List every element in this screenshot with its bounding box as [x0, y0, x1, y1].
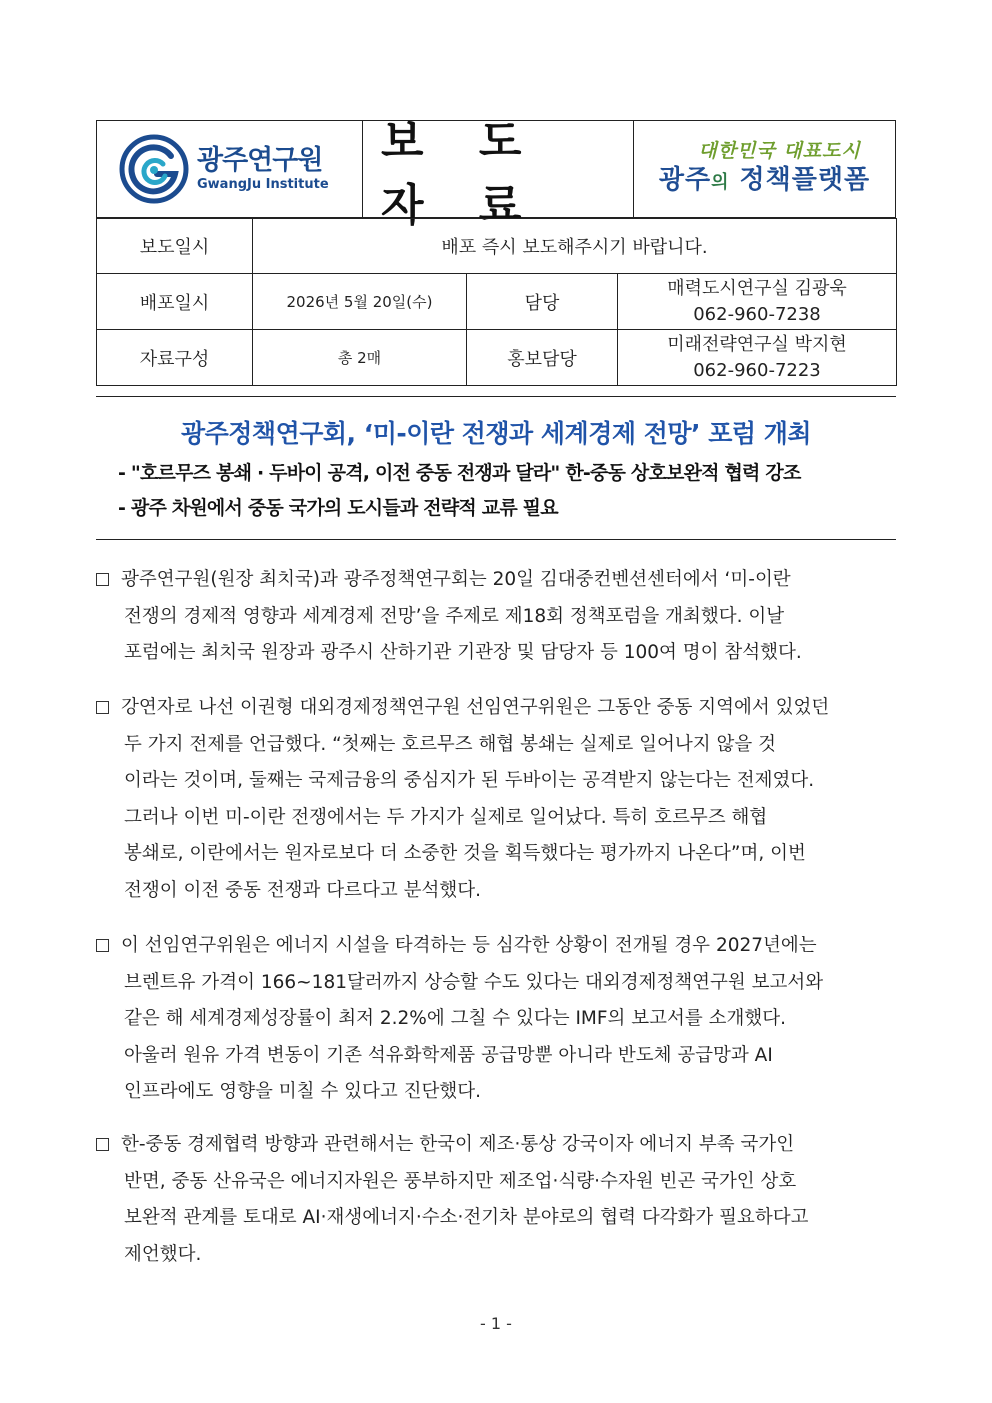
paragraph-line: 제언했다. [124, 1243, 202, 1265]
contact-label: 담당 [467, 274, 618, 330]
contact-name: 매력도시연구실 김광욱 [667, 277, 847, 299]
checkbox-square-icon [96, 701, 109, 714]
table-row [97, 330, 897, 386]
subhead-2: - 광주 차원에서 중동 국가의 도시들과 전략적 교류 필요 [118, 497, 558, 519]
logo-english-name: GwangJu Institute [197, 177, 329, 192]
distribution-date-value: 2026년 5월 20일(수) [253, 274, 467, 330]
subhead-1: - "호르무즈 봉쇄 · 두바이 공격, 이전 중동 전쟁과 달라" 한-중동 상호보완적 협력 강조 [118, 462, 801, 484]
paragraph-line: 아울러 원유 가격 변동이 기존 석유화학제품 공급망뿐 아니라 반도체 공급망과 AI [124, 1044, 773, 1066]
paragraph-line: 인프라에도 영향을 미칠 수 있다고 진단했다. [124, 1081, 481, 1102]
release-info-table [96, 218, 897, 386]
slogan-cell [634, 121, 895, 217]
paragraph-line: 전쟁의 경제적 영향과 세계경제 전망’을 주제로 제18회 정책포럼을 개최했다. 이날 [124, 605, 785, 627]
slogan-main-b: 의 [711, 171, 730, 193]
page-number: - 1 - [480, 1314, 512, 1333]
contact-value [618, 274, 897, 330]
checkbox-square-icon [96, 939, 109, 952]
gwangju-institute-logo-icon [119, 134, 189, 204]
press-release-title-cell [363, 116, 634, 231]
paragraph-line: 이라는 것이며, 둘째는 국제금융의 중심지가 된 두바이는 공격받지 않는다는 전제였다. [124, 770, 815, 791]
pr-contact-value [618, 330, 897, 386]
paragraph-line: 한-중동 경제협력 방향과 관련해서는 한국이 제조·통상 강국이자 에너지 부족 국가인 [121, 1134, 795, 1155]
paragraph-line: 보완적 관계를 토대로 AI·재생에너지·수소·전기차 분야로의 협력 다각화가 필요하다고 [124, 1207, 809, 1228]
paragraph-line: 두 가지 전제를 언급했다. “첫째는 호르무즈 해협 봉쇄는 실제로 일어나지 않을 것 [124, 733, 777, 755]
paragraph-line: 반면, 중동 산유국은 에너지자원은 풍부하지만 제조업·식량·수자원 빈곤 국가인 상호 [124, 1170, 797, 1192]
pr-contact-name: 미래전략연구실 박지현 [667, 333, 847, 355]
checkbox-square-icon [96, 573, 109, 586]
table-row [97, 219, 897, 274]
paragraph-line: 이 선임연구위원은 에너지 시설을 타격하는 등 심각한 상황이 전개될 경우 2027년에는 [121, 935, 817, 956]
material-value: 총 2매 [253, 330, 467, 386]
paragraph-line: 광주연구원(원장 최치국)과 광주정책연구회는 20일 김대중컨벤션센터에서 ‘미-이란 [121, 569, 791, 590]
release-time-value: 배포 즉시 보도해주시기 바랍니다. [253, 219, 897, 274]
paragraph-3 [96, 928, 898, 1111]
paragraph-4 [96, 1127, 898, 1273]
divider-bottom [96, 539, 896, 540]
paragraph-line: 그러나 이번 미-이란 전쟁에서는 두 가지가 실제로 일어났다. 특히 호르무즈 해협 [124, 806, 768, 828]
paragraph-line: 봉쇄로, 이란에서는 원자로보다 더 소중한 것을 획득했다는 평가까지 나온다”며, 이번 [124, 843, 806, 864]
press-release-title: 보 도 자 료 [381, 116, 542, 231]
table-row [97, 274, 897, 330]
pr-contact-phone: 062-960-7223 [693, 359, 821, 381]
headline: 광주정책연구회, ‘미-이란 전쟁과 세계경제 전망’ 포럼 개최 [180, 419, 812, 448]
institute-logo [97, 121, 363, 217]
paragraph-line: 전쟁이 이전 중동 전쟁과 다르다고 분석했다. [124, 879, 481, 901]
divider-top [96, 396, 896, 397]
slogan-main [659, 163, 870, 200]
paragraph-2 [96, 690, 898, 909]
distribution-date-label: 배포일시 [97, 274, 253, 330]
checkbox-square-icon [96, 1138, 109, 1151]
slogan-main-c: 정책플랫폼 [729, 164, 871, 195]
slogan-top: 대한민국 대표도시 [698, 139, 861, 162]
paragraph-line: 포럼에는 최치국 원장과 광주시 산하기관 기관장 및 담당자 등 100여 명이 참석했다. [124, 642, 802, 663]
paragraph-line: 같은 해 세계경제성장률이 최저 2.2%에 그칠 수 있다는 IMF의 보고서를 소개했다. [124, 1008, 787, 1029]
pr-contact-label: 홍보담당 [467, 330, 618, 386]
paragraph-1 [96, 562, 898, 672]
logo-korean-name: 광주연구원 [197, 145, 323, 176]
material-label: 자료구성 [97, 330, 253, 386]
paragraph-line: 브렌트유 가격이 166~181달러까지 상승할 수도 있다는 대외경제정책연구원 보고서와 [124, 971, 824, 993]
press-header [96, 116, 896, 231]
release-time-label: 보도일시 [97, 219, 253, 274]
contact-phone: 062-960-7238 [693, 303, 821, 325]
slogan-main-a: 광주 [658, 164, 712, 195]
paragraph-line: 강연자로 나선 이권형 대외경제정책연구원 선임연구위원은 그동안 중동 지역에서 있었던 [121, 697, 830, 718]
